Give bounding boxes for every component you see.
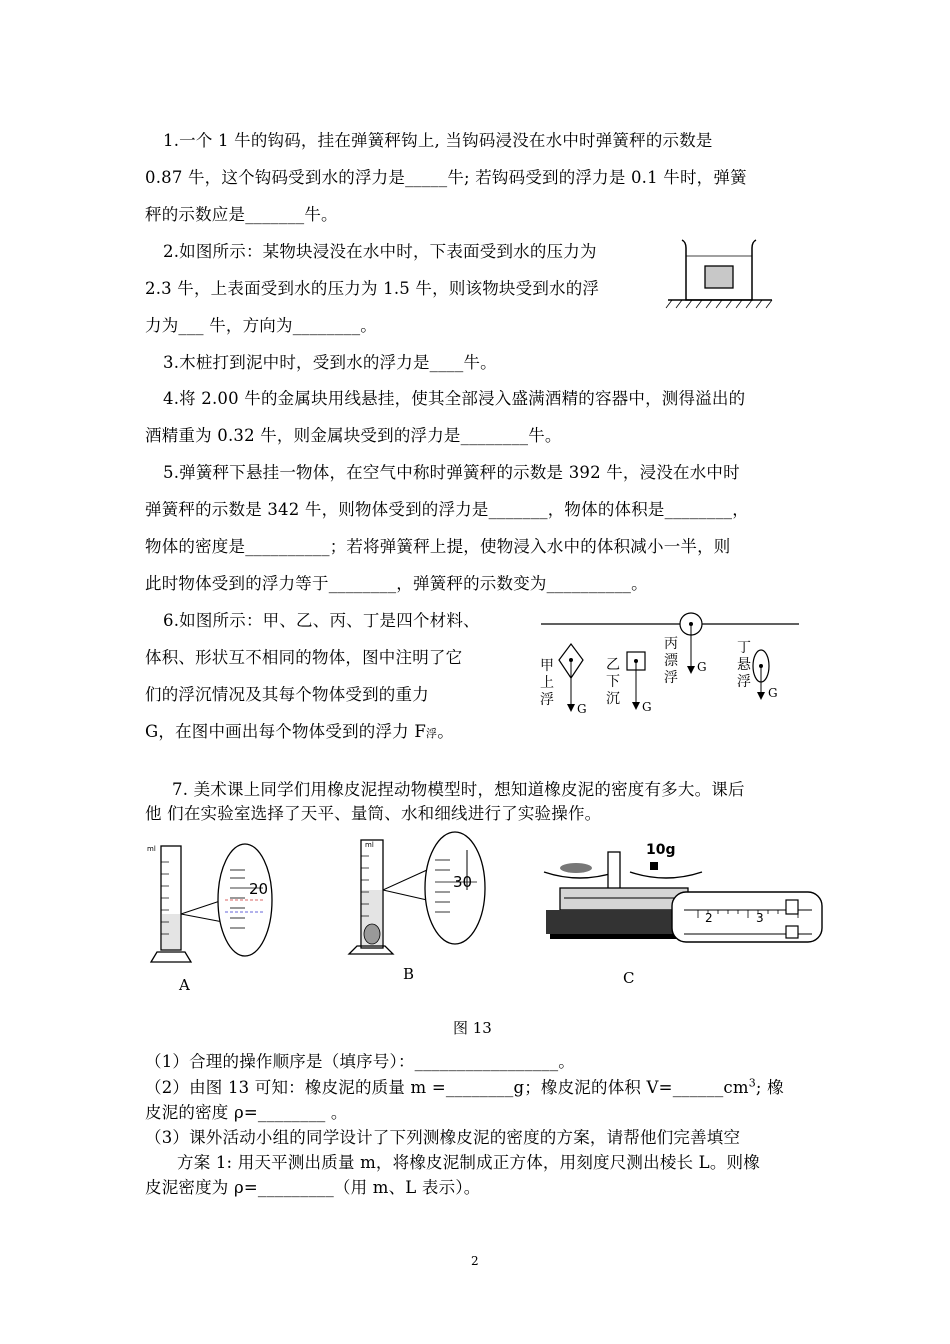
figure-caption: 图 13 — [453, 1019, 492, 1037]
q5-line-1: 5.弹簧秤下悬挂一物体，在空气中称时弹簧秤的示数是 392 牛，浸没在水中时 — [163, 463, 740, 482]
label-jia: 甲 上 浮 — [540, 658, 554, 708]
reading-a: 20 — [249, 880, 269, 898]
q6-line-3: 们的浮沉情况及其每个物体受到的重力 — [145, 685, 429, 704]
weight-label: 10g — [646, 842, 676, 858]
q5-line-4: 此时物体受到的浮力等于________，弹簧秤的示数变为__________。 — [145, 574, 648, 593]
q5-line-2: 弹簧秤的示数是 342 牛，则物体受到的浮力是_______，物体的体积是________， — [145, 500, 749, 519]
q7-part-2-cont: 皮泥的密度 ρ=________ 。 — [145, 1103, 348, 1122]
beaker-figure — [660, 232, 780, 312]
ml-label-a: ml — [147, 845, 156, 853]
page-number: 2 — [471, 1254, 479, 1268]
ruler-label-3: 3 — [756, 911, 764, 925]
fig-label-c: C — [623, 969, 635, 987]
q6-line-2: 体积、形状互不相同的物体，图中注明了它 — [145, 648, 463, 667]
q2-line-1: 2.如图所示：某物块浸没在水中时，下表面受到水的压力为 — [163, 242, 597, 261]
g-label-ding: G — [768, 686, 778, 700]
q7-line-2: 他 们在实验室选择了天平、量筒、水和细线进行了实验操作。 — [145, 804, 602, 823]
q1-line-3: 秤的示数应是_______牛。 — [145, 205, 338, 224]
ruler-label-2: 2 — [705, 911, 713, 925]
g-label-jia: G — [577, 702, 587, 716]
q4-line-2: 酒精重为 0.32 牛，则金属块受到的浮力是________牛。 — [145, 426, 562, 445]
ml-label-b: ml — [365, 841, 374, 849]
fig-label-a: A — [179, 976, 190, 994]
balance-figure — [540, 838, 830, 946]
q7-part-1: （1）合理的操作顺序是（填序号）：_________________。 — [145, 1052, 575, 1071]
q7-line-1: 7. 美术课上同学们用橡皮泥捏动物模型时，想知道橡皮泥的密度有多大。课后 — [172, 780, 745, 799]
cylinder-a-figure — [145, 830, 275, 970]
q1-line-1: 1.一个 1 牛的钩码，挂在弹簧秤钩上, 当钩码浸没在水中时弹簧秤的示数是 — [163, 131, 713, 150]
label-bing: 丙 漂 浮 — [664, 636, 678, 686]
fig-label-b: B — [403, 965, 415, 983]
q6-line-1: 6.如图所示：甲、乙、丙、丁是四个材料、 — [163, 611, 480, 630]
cylinder-b-figure — [345, 830, 495, 970]
q3-line-1: 3.木桩打到泥中时，受到水的浮力是____牛。 — [163, 353, 497, 372]
q4-line-1: 4.将 2.00 牛的金属块用线悬挂，使其全部浸入盛满酒精的容器中，测得溢出的 — [163, 389, 746, 408]
g-label-yi: G — [642, 700, 652, 714]
q2-line-2: 2.3 牛，上表面受到水的压力为 1.5 牛，则该物块受到水的浮 — [145, 279, 600, 298]
q6-line-4: G，在图中画出每个物体受到的浮力 F浮。 — [145, 722, 454, 741]
label-ding: 丁 悬 浮 — [737, 640, 751, 690]
label-yi: 乙 下 沉 — [606, 657, 620, 707]
q2-line-3: 力为___ 牛，方向为________。 — [145, 316, 377, 335]
q7-plan-1-cont: 皮泥密度为 ρ=_________（用 m、L 表示）。 — [145, 1178, 481, 1197]
q7-part-3: （3）课外活动小组的同学设计了下列测橡皮泥的密度的方案，请帮他们完善填空 — [145, 1128, 741, 1147]
reading-b: 30 — [453, 873, 473, 891]
g-label-bing: G — [697, 660, 707, 674]
q7-plan-1: 方案 1: 用天平测出质量 m，将橡皮泥制成正方体，用刻度尺测出棱长 L。则橡 — [177, 1153, 760, 1172]
q5-line-3: 物体的密度是__________；若将弹簧秤上提，使物浸入水中的体积减小一半，则 — [145, 537, 731, 556]
q1-line-2: 0.87 牛，这个钩码受到水的浮力是_____牛; 若钩码受到的浮力是 0.1 牛时，弹簧 — [145, 168, 747, 187]
q7-part-2: （2）由图 13 可知：橡皮泥的质量 m =________g；橡皮泥的体积 $V=\_\_\_\_\_\_cm^3$; 橡 — [145, 1076, 784, 1097]
